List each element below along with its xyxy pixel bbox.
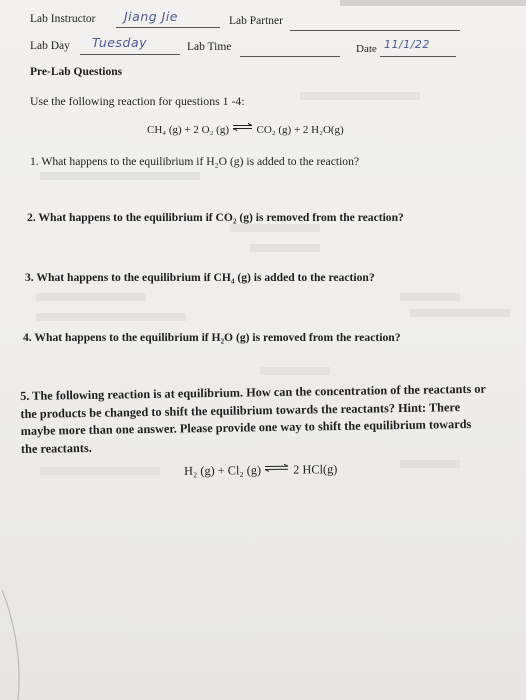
date-value: 11/1/22: [384, 38, 430, 51]
bleed-through-band: [36, 313, 186, 321]
date-line: [380, 56, 456, 57]
intro-text: Use the following reaction for questions 1 -4:: [30, 94, 245, 108]
question-2-number: 2.: [27, 211, 36, 224]
question-5-line-1: 5. The following reaction is at equilibrium. How can the concentration of the reactants or: [20, 381, 487, 403]
question-3-number: 3.: [25, 271, 34, 284]
lab-partner-line: [290, 30, 460, 31]
bleed-through-band: [300, 92, 420, 100]
lab-day-line: [80, 54, 180, 55]
bleed-through-band: [400, 460, 460, 468]
reaction-1: [147, 124, 344, 136]
question-2: [27, 210, 404, 226]
lab-time-line: [240, 56, 340, 57]
question-5-line-3: maybe more than one answer. Please provide one way to shift the equilibrium towards: [20, 416, 472, 438]
lab-time-label: Lab Time: [187, 41, 232, 53]
lab-instructor-value: Jiang Jie: [124, 9, 178, 24]
bleed-through-band: [40, 172, 200, 180]
question-4-text: What happens to the equilibrium if H₂O (g) is removed from the reaction?: [34, 331, 401, 344]
bleed-through-band: [400, 293, 460, 301]
bleed-through-band: [36, 293, 146, 301]
top-edge-strip: [340, 0, 526, 6]
reaction-1-reactants: CH₄ (g) + 2 O₂ (g): [147, 124, 230, 136]
reaction-1-products: CO₂ (g) + 2 H₂O(g): [256, 124, 344, 136]
question-4-number: 4.: [23, 331, 32, 344]
lab-instructor-label: Lab Instructor: [30, 13, 96, 25]
lab-day-label: Lab Day: [30, 40, 70, 52]
date-label: Date: [356, 43, 377, 55]
bleed-through-band: [250, 244, 320, 252]
section-title: Pre-Lab Questions: [30, 66, 123, 78]
question-1-number: 1.: [30, 155, 39, 168]
reaction-2-products: 2 HCl(g): [293, 462, 338, 477]
bleed-through-band: [260, 367, 330, 375]
equilibrium-arrow-icon: [232, 123, 254, 131]
bleed-through-band: [410, 309, 510, 317]
question-5-line-2: the products be changed to shift the equilibrium towards the reactants? Hint: There: [20, 399, 461, 421]
lab-instructor-line: [116, 27, 220, 28]
reaction-2: [184, 462, 337, 479]
question-5: [20, 381, 487, 458]
question-4: [23, 330, 401, 346]
question-1: [30, 154, 359, 170]
lab-day-value: Tuesday: [92, 35, 147, 50]
question-1-text: What happens to the equilibrium if H₂O (g) is added to the reaction?: [41, 155, 360, 168]
reaction-2-reactants: H₂ (g) + Cl₂ (g): [184, 463, 262, 478]
bleed-through-band: [40, 467, 160, 475]
page-fold-curve: [0, 590, 30, 700]
question-3-text: What happens to the equilibrium if CH₄ (g) is added to the reaction?: [36, 271, 375, 284]
question-3: [25, 270, 375, 286]
equilibrium-arrow-icon: [264, 464, 290, 472]
question-2-text: What happens to the equilibrium if CO₂ (g) is removed from the reaction?: [38, 211, 404, 224]
lab-partner-label: Lab Partner: [229, 15, 283, 27]
question-5-line-4: the reactants.: [20, 440, 92, 456]
